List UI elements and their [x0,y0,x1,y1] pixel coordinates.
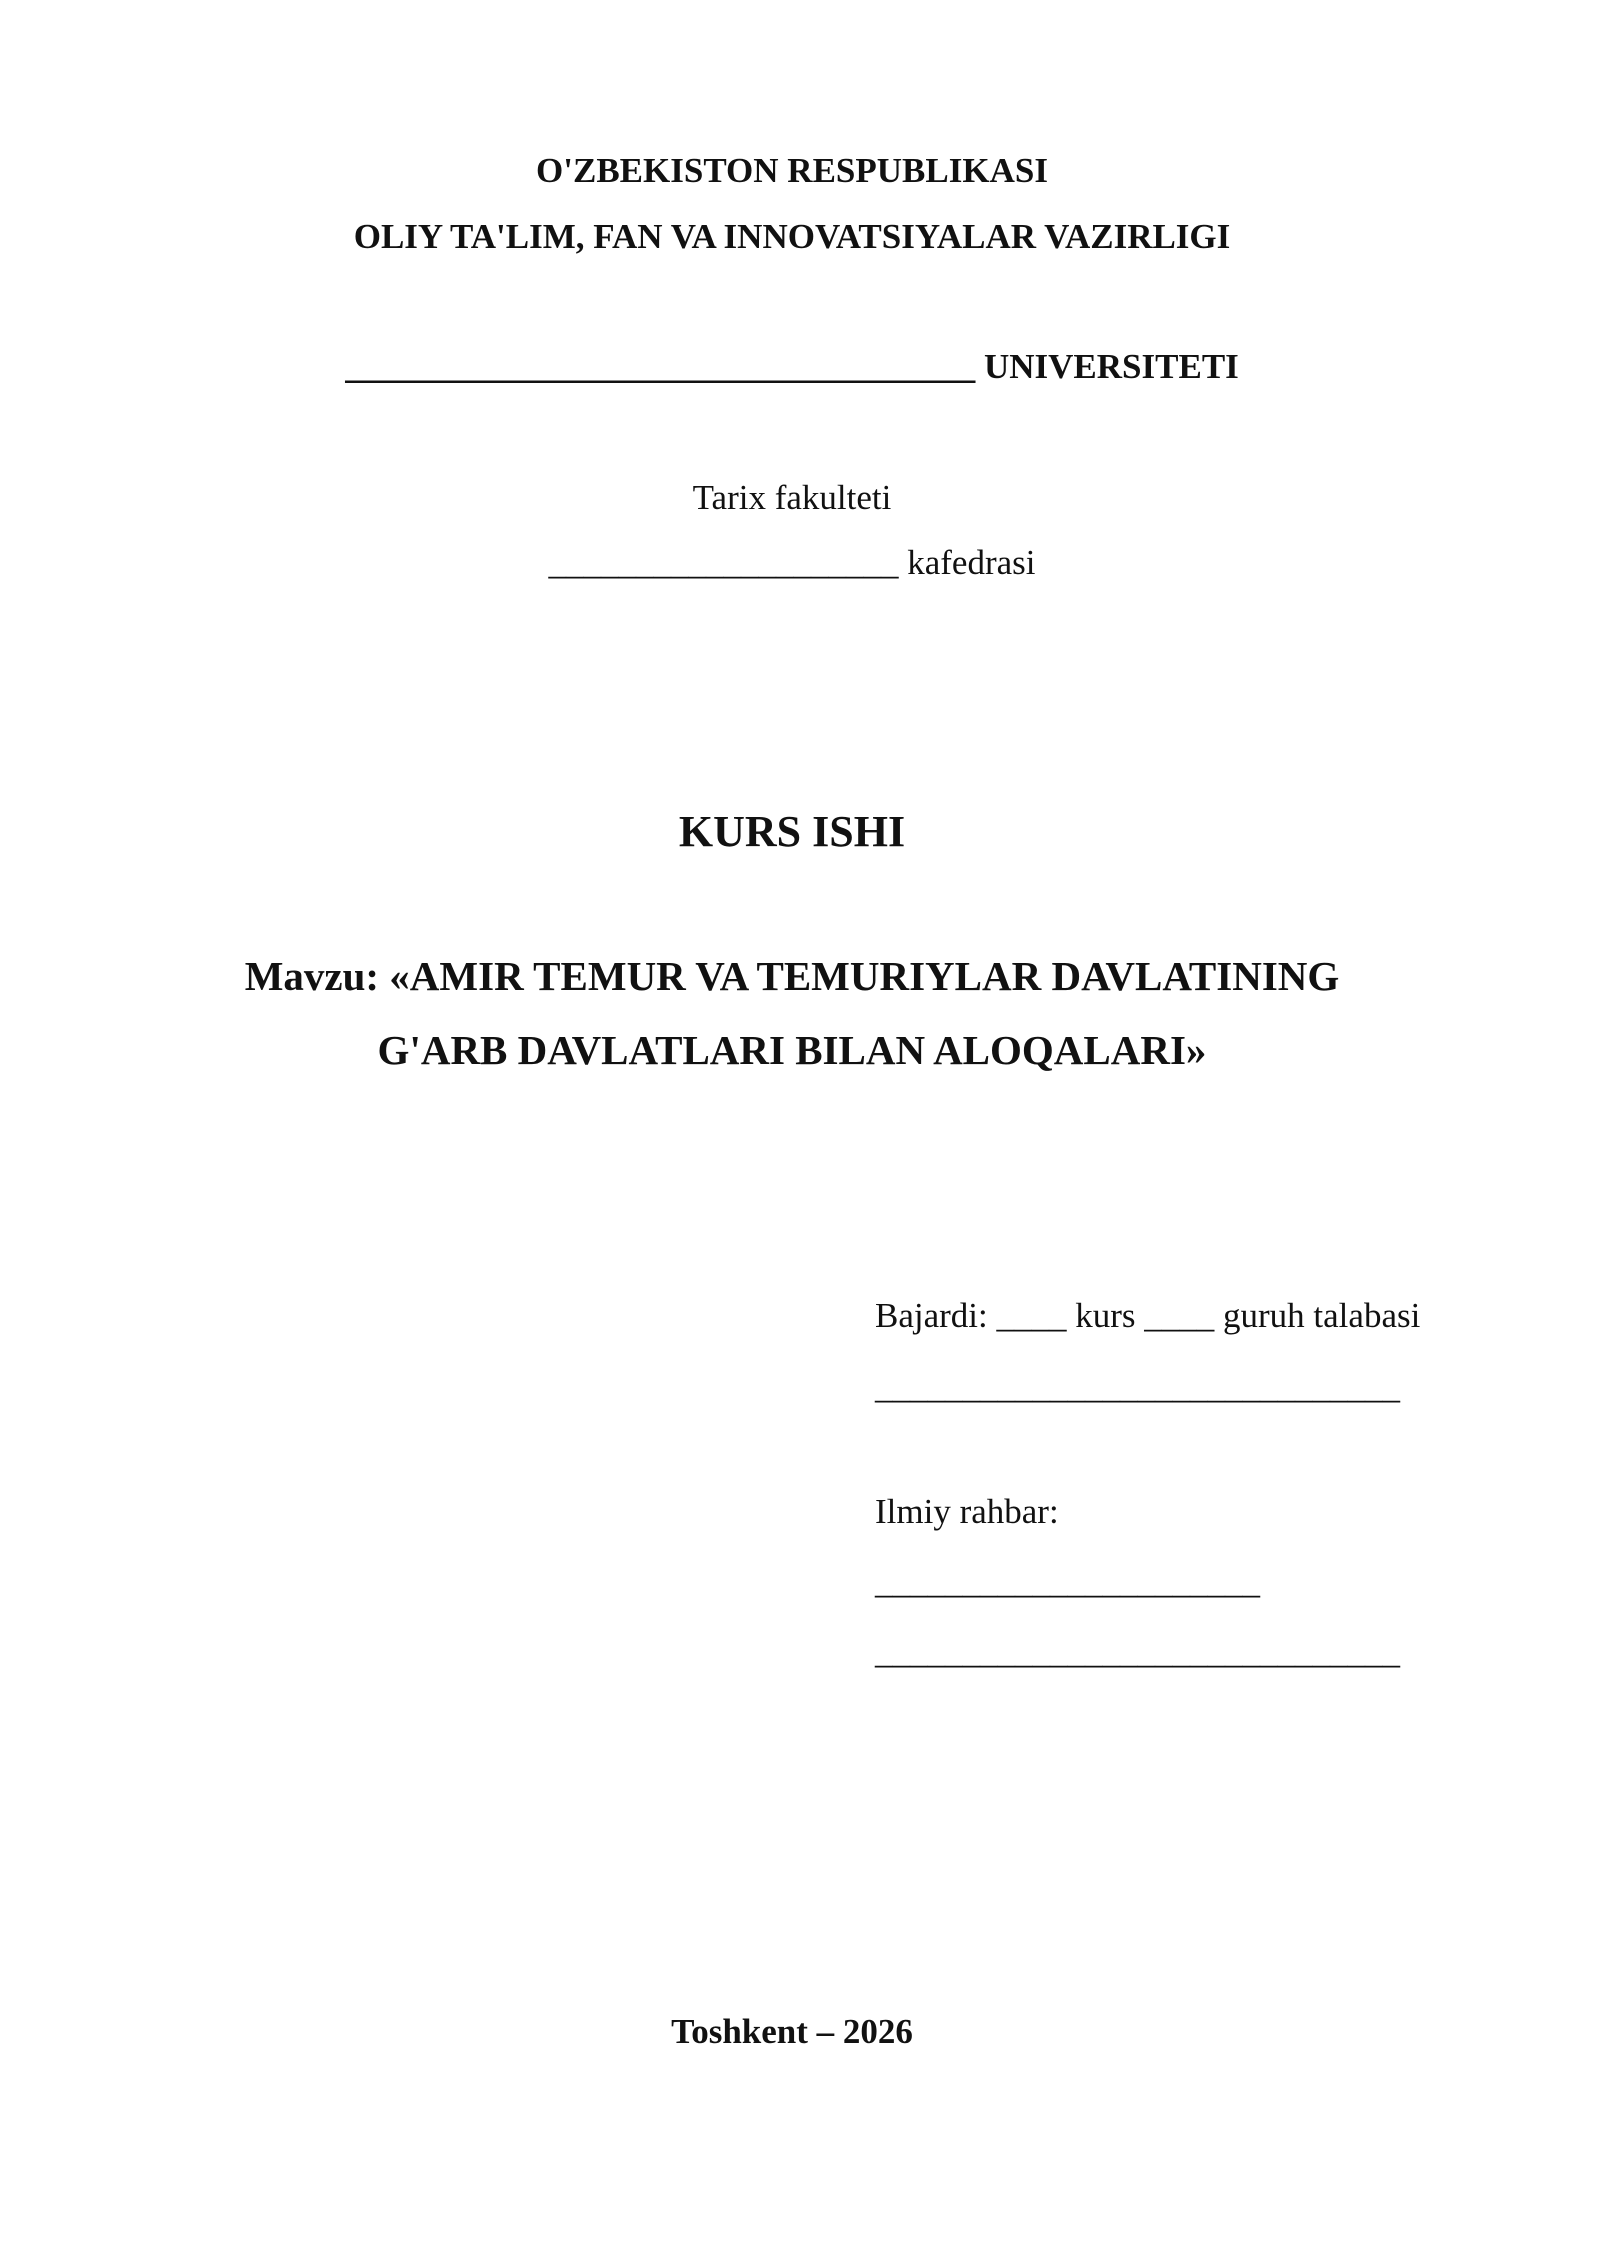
performer-name-blank: ______________________________ [875,1367,1400,1406]
supervisor-label: Ilmiy rahbar: [875,1492,1059,1531]
performer-line: Bajardi: ____ kurs ____ guruh talabasi [875,1296,1421,1335]
republic-heading: O'ZBEKISTON RESPUBLIKASI [536,151,1048,190]
topic-line-2: G'ARB DAVLATLARI BILAN ALOQALARI» [377,1027,1207,1073]
supervisor-name-blank: ______________________________ [875,1632,1400,1671]
topic-line-1: Mavzu: «AMIR TEMUR VA TEMURIYLAR DAVLATINING [244,953,1340,999]
university-heading: ____________________________________ UNIVERSITETI [345,347,1239,386]
place-year: Toshkent – 2026 [671,2012,913,2051]
faculty-name: Tarix fakulteti [692,478,892,517]
department-name: ____________________ kafedrasi [548,543,1036,582]
document-type: KURS ISHI [678,807,906,856]
supervisor-title-blank: ______________________ [875,1562,1260,1601]
ministry-heading: OLIY TA'LIM, FAN VA INNOVATSIYALAR VAZIRLIGI [353,217,1231,256]
